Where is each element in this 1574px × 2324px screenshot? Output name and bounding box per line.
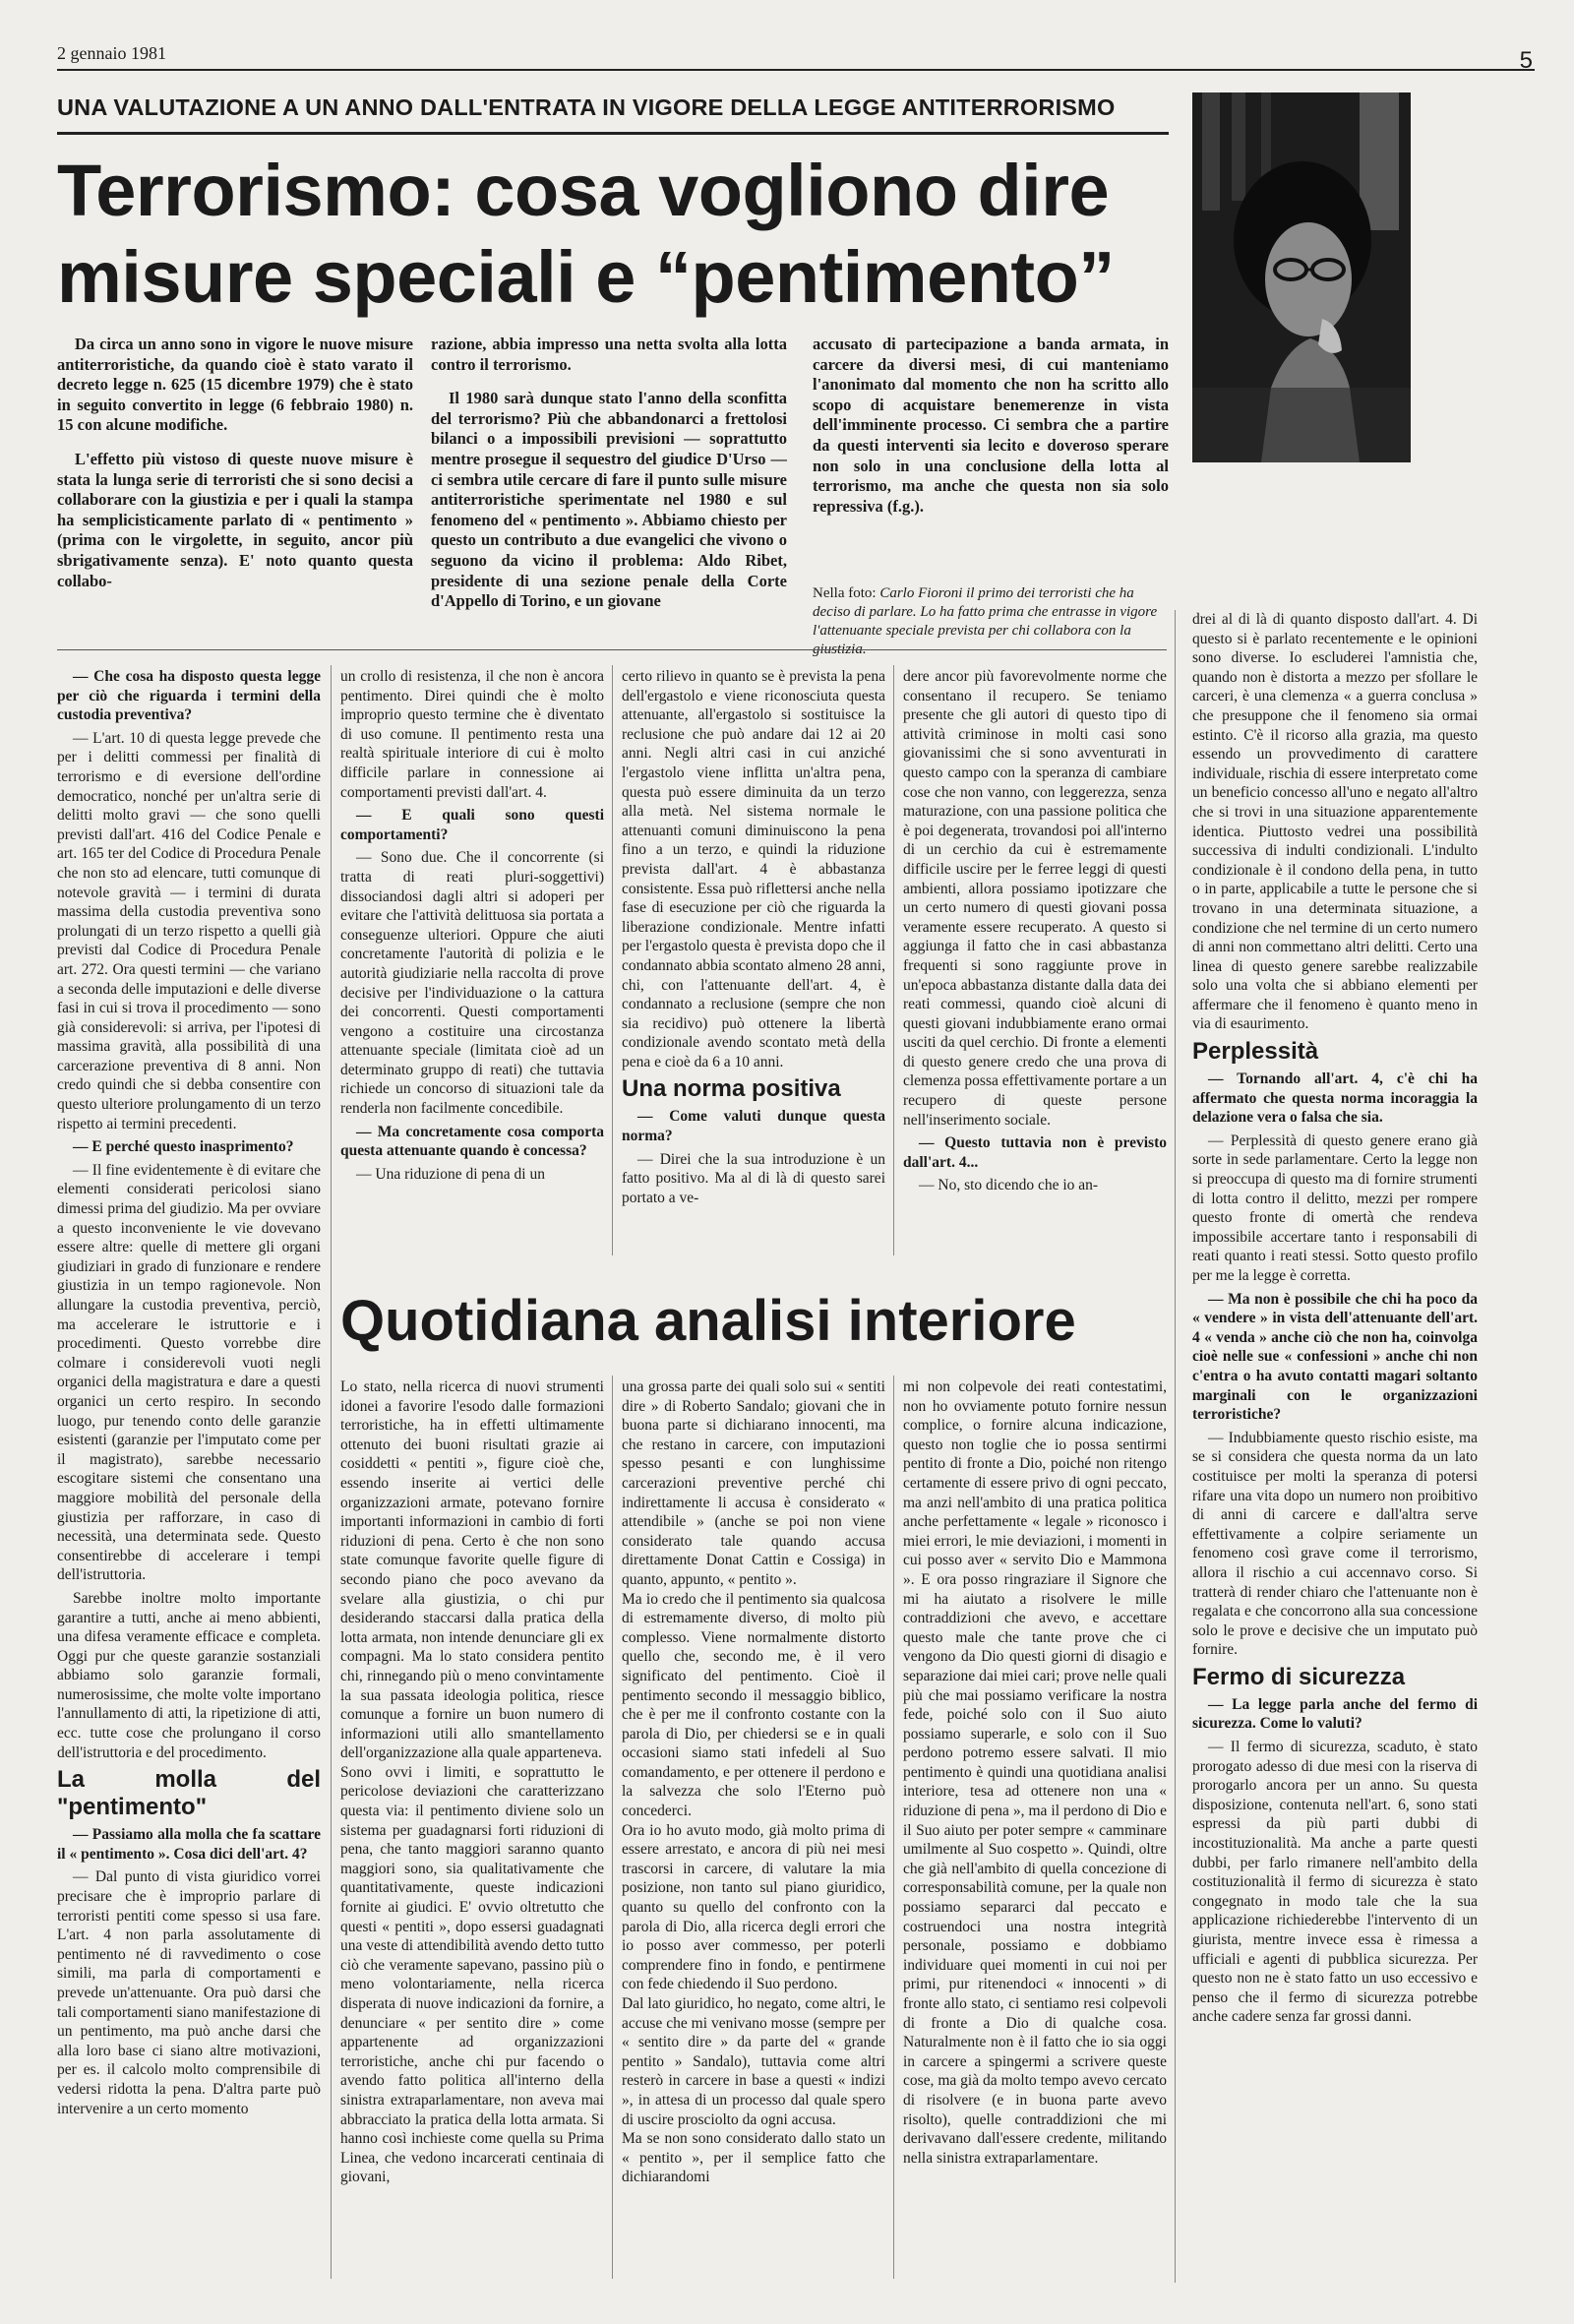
lead-column-1	[57, 335, 413, 640]
interview-question: — Passiamo alla molla che fa scattare il « pentimento ». Cosa dici dell'art. 4?	[57, 1826, 321, 1863]
interview-answer: certo rilievo in quanto se è prevista la pena dell'ergastolo e viene riconosciuta questa attenuante, all'ergastolo si sostituisce la reclusione che può andare dai 12 ai 20 anni. Negli altri casi in cui anziché l'ergastolo viene inflitta un'altra pena, questa può essere diminuita da un terzo alla metà. Nel sistema normale le attenuanti comuni diminuiscono la pena fino a un terzo, e quindi la riduzione prevista dall'art. 4 è abbastanza consistente. Essa può riflettersi anche nella fase di esecuzione per ciò che riguarda la liberazione condizionale. Mentre infatti per l'ergastolo questa è prevista dopo che il condannato abbia scontato almeno 28 anni, chi, con l'attenuante dell'art. 4, è condannato a reclusione (sempre che non sia recidivo) può ottenere la libertà condizionale avendo scontato metà della pena e cioè da 6 a 10 anni.	[622, 668, 885, 1070]
interview-answer: Sarebbe inoltre molto importante garantire a tutti, anche ai meno abbienti, una difesa veramente efficace e completa. Oggi pur che queste garanzie sostanziali abbiamo solo garanzie formali, numerosissime, che molte volte importano l'annullamento di atti, la ripetizione di atti, ecc. tutte cose che prolungano il corso dell'istruttoria e del procedimento.	[57, 1589, 321, 1761]
interview-question: — E quali sono questi comportamenti?	[340, 807, 604, 843]
interview-answer: dere ancor più favorevolmente norme che consentano il recupero. Se teniamo presente che gli autori di questo tipo di attività criminose in molti casi sono giovanissimi che si sono avventurati in questo campo con la speranza di cambiare cose che non vanno, con leggerezza, senza maturazione, con una passione politica che è poi degenerata, trovandosi poi all'interno di un cerchio da cui è estremamente difficile uscire per le ferree leggi di questi ambienti, allora possiamo ipotizzare che un certo numero di questi giovani possa veramente essere recuperato. A questo si aggiunga il fatto che in casi abbastanza frequenti si sono raggiunte prove in un'epoca abbastanza distante dalla data dei reati commessi, quando cioè alcuni di questi giovani indubbiamente erano ormai usciti da quel cerchio. Di fronte a elementi di questo genere credo che una prova di clemenza possa effettivamente portare a un recupero di queste persone nell'inserimento sociale.	[903, 668, 1167, 1129]
article-headline	[57, 148, 1188, 321]
interview-answer: — Il fermo di sicurezza, scaduto, è stato prorogato adesso di due mesi con la riserva di prorogarlo ancora per un anno. Su questa disposizione, contenuta nell'art. 6, sono stati espressi da più parti dubbi di incostituzionalità. Ma anche a parte questi dubbi, per farlo rimanere nell'ambito della costituzionalità il fermo di sicurezza è stato congegnato in modo tale che la sua applicazione richiederebbe l'intervento di un giurista, mentre invece essa è rimessa a ufficiali e agenti di pubblica sicurezza. Per questo non ne è stato fatto un uso eccessivo e penso che il fermo di sicurezza potrebbe anche cadere senza far grossi danni.	[1192, 1739, 1478, 2026]
interview-question: — Tornando all'art. 4, c'è chi ha affermato che questa norma incoraggia la delazione vera o falsa che sia.	[1192, 1070, 1478, 1127]
interview-answer: un crollo di resistenza, il che non è ancora pentimento. Direi quindi che è molto improprio questo termine che è diventato di uso comune. Il pentimento resta una realtà spirituale interiore di cui è molto difficile parlare in connessione ai comportamenti previsti dall'art. 4.	[340, 668, 604, 801]
interview-question: — Questo tuttavia non è previsto dall'art. 4...	[903, 1134, 1167, 1171]
lead-paragraph: Da circa un anno sono in vigore le nuove misure antiterroristiche, da quando cioè è stato varato il decreto legge n. 625 (15 dicembre 1979) che è stato in seguito convertito in legge (6 febbraio 1980) n. 15 con alcune modifiche.	[57, 335, 413, 435]
section-subheading: Una norma positiva	[622, 1075, 841, 1103]
article2-column-1: Lo stato, nella ricerca di nuovi strumenti idonei a favorire l'esodo dalle formazioni terroristiche, ha in effetti ultimamente ottenuto dei buoni risultati grazie ai cosiddetti « pentiti », figure cioè che, essendo inserite ai vertici delle organizzazioni armate, potevano fornire importanti informazioni in cambio di forti riduzioni di pena. Certo è che non sono state comunque favorite quelle figure di secondo piano che poco avevano da svelare alla giustizia, o chi pur desiderando staccarsi dalla pratica della lotta armata, non intende denunciare gli ex compagni. Ma lo stato considera pentito chi, rinnegando più o meno convintamente la sua passata ideologia politica, riesce comunque a fornire un buon numero di informazioni utili allo smantellamento dell'organizzazione alla quale apparteneva. Sono ovvi i limiti, e soprattutto le pericolose deviazioni che caratterizzano questa via: il pentimento diviene solo un sistema per guadagnarsi forti riduzioni di pena, che tanto maggiori saranno quanto maggiori sono, sia qualitativamente che quantitativamente, queste indicazioni fornite ai giudici. E' ovvio oltretutto che questi « pentiti », dopo essersi guadagnati una veste di attendibilità avendo detto tutto ciò che veramente sapevano, passino più o meno volontariamente, nella ricerca disperata di nuove indicazioni da fornire, a denunciare « per sentito dire » come appartenente ad organizzazioni terroristiche, anche chi pur facendo o avendo fatto politica all'interno della sinistra extraparlamentare, non aveva mai abbracciato la pratica della lotta armata. Si hanno così inchieste come quella su Prima Linea, che vedono incarcerati centinaia di giovani,	[340, 1378, 604, 2186]
interview-question: — Come valuti dunque questa norma?	[622, 1108, 885, 1145]
body-column-1	[57, 667, 321, 2291]
headline-line-2: misure speciali e “pentimento”	[57, 236, 1115, 318]
section-subheading: La molla del "pentimento"	[57, 1766, 321, 1821]
body-column-5	[1192, 610, 1478, 2293]
lead-column-3	[813, 335, 1169, 581]
interview-answer: — Perplessità di questo genere erano già sorte in sede parlamentare. Certo la legge non si preoccupa di questo ma di fornire strumenti di lotta contro il delitto, mezzi per rompere questo fronte di omertà che rendeva impossibile accertare tanto i responsabili di reati quanto i reati stessi. Sotto questo profilo per me la legge è corretta.	[1192, 1131, 1478, 1284]
interview-answer: — Direi che la sua introduzione è un fatto positivo. Ma al di là di questo sarei portato a ve-	[622, 1150, 885, 1206]
article2-column-2: una grossa parte dei quali solo sui « sentiti dire » di Roberto Sandalo; giovani che in buona parte si dichiarano innocenti, ma che restano in carcere, con imputazioni spesso pesanti e con lunghissime carcerazioni preventive perché chi indirettamente li accusa è considerato « attendibile » (anche se poi non viene considerato tale quando accusa direttamente Donat Cattin e Cossiga) in quanto, appunto, « pentito ». Ma io credo che il pentimento sia qualcosa di estremamente diverso, di molto più complesso. Viene normalmente distorto quello che, secondo me, è il vero significato del pentimento. Cioè il pentimento secondo il messaggio biblico, che è per me il confronto costante con la parola di Dio, per chiedersi se e in quali occasioni siamo stati infedeli al Suo comandamento, e per ottenere il perdono e la salvezza che solo l'Eterno può concederci. Ora io ho avuto modo, già molto prima di essere arrestato, e ancora di più nei mesi trascorsi in carcere, di valutare la mia posizione, non tanto sul piano giuridico, quanto su quello del confronto con la parola di Dio, alla ricerca degli errori che io posso aver commesso, per poterli comprendere fino in fondo, e pentirmene con fede chiedendo il Suo perdono. Dal lato giuridico, ho negato, come altri, le accuse che mi venivano mosse (sempre per « sentito dire » da parte del « grande pentito » Sandalo), tuttavia come altri resterò in carcere in base a questi « indizi », in attesa di un processo dal quale spero di uscire prosciolto da ogni accusa. Ma se non sono considerato dallo stato un « pentito », per il semplice fatto che dichiarandomi	[622, 1378, 885, 2186]
interview-answer: — Indubbiamente questo rischio esiste, ma se si considera che questa norma da un lato costituisce per molti la speranza di potersi rifare una vita dopo un numero non proibitivo di anni di carcere e dall'altra serve effettivamente a colpire seriamente un fenomeno così grave come il terrorismo, allora il rischio a cui accennavo corso. Si tratterà di render chiaro che l'attenuante non è regalata e che concorrono alla sua concessione solo le prove e decisive che un imputato può fornire.	[1192, 1429, 1478, 1659]
caption-prefix: Nella foto:	[813, 585, 877, 601]
body-column-3	[622, 667, 885, 1257]
lead-paragraph: Il 1980 sarà dunque stato l'anno della sconfitta del terrorismo? Più che abbandonarci a frettolosi bilanci o a impossibili previsioni — soprattutto mentre prosegue il sequestro del giudice D'Urso — ci sembra utile cercare di fare il punto sulle misure antiterroristiche sperimentate nel 1980 e sul fenomeno del « pentimento ». Abbiamo chiesto per questo un contributo a due evangelici che vivono o seguono da vicino il problema: Aldo Ribet, presidente di una sezione penale della Corte d'Appello di Torino, e un giovane	[431, 389, 787, 611]
lead-paragraph: razione, abbia impresso una netta svolta alla lotta contro il terrorismo.	[431, 335, 787, 374]
interview-question: — Ma non è possibile che chi ha poco da « vendere » in vista dell'attenuante dell'art. 4 « venda » anche ciò che non ha, coinvolga cioè nelle sue « confessioni » anche chi non c'entra o ha avuto contatti magari soltanto marginali con le organizzazioni terroristiche?	[1192, 1290, 1478, 1424]
column-divider	[612, 665, 613, 1255]
lead-column-2	[431, 335, 787, 640]
photo-caption	[813, 584, 1167, 659]
kicker-rule	[57, 132, 1169, 135]
section-subheading: Fermo di sicurezza	[1192, 1663, 1406, 1690]
body-column-4	[903, 667, 1167, 1257]
interview-answer: — L'art. 10 di questa legge prevede che per i delitti commessi per finalità di terrorismo e di eversione dell'ordine democratico, nonché per un'altra serie di delitti molto gravi — che sono quelli previsti dall'art. 416 del Codice Penale e art. 165 ter del Codice di Procedura Penale che non sto ad elencare, tutti comunque di notevole gravità — i termini di durata massima della custodia preventiva sono prolungati di un terzo rispetto a quelli già previsti dal Codice di Procedura Penale art. 272. Ora questi termini — che variano a seconda delle imputazioni e delle diverse fasi in cui si trova il procedimento — sono già considerevoli: si arriva, per l'ipotesi di massima gravità, alla possibilità di una carcerazione preventiva di 8 anni. Non credo quindi che si debba consentire con questo ulteriore prolungamento di un terzo rispetto ai termini precedenti.	[57, 729, 321, 1132]
section-subheading: Perplessità	[1192, 1038, 1319, 1066]
interview-answer: — Il fine evidentemente è di evitare che elementi considerati pericolosi siano dimessi prima del giudizio. Ma per ovviare a questo inconveniente le vie dovevano essere altre: quelle di mettere gli organi giudiziari in grado di funzionare e rendere giustizia in un tempo ragionevole. Non allungare la custodia preventiva, perciò, ma accelerare le istruttorie e i procedimenti. Questo vorrebbe dire colmare i considerevoli vuoti negli organici della magistratura e dare a questi organici un certo respiro. In secondo luogo, pur tenendo conto delle garanzie esistenti (garanzie per l'imputato come per il magistrato), sarebbe necessario escogitare sistemi che consentano una maggiore mobilità del personale della giustizia per rafforzare, in caso di necessità, una determinata sede. Questo consentirebbe di accelerare i tempi dell'istruttoria.	[57, 1161, 321, 1584]
column-divider	[1175, 610, 1176, 2283]
headline-line-1: Terrorismo: cosa vogliono dire	[57, 150, 1110, 231]
column-divider	[893, 1376, 894, 2279]
interview-answer: — Sono due. Che il concorrente (si tratta di reati pluri-soggettivi) dissociandosi dagli altri si adoperi per evitare che l'attività delittuosa sia portata a conseguenze ulteriori. Oppure che aiuti concretamente l'autorità di polizia e le autorità giudiziarie nella raccolta di prove decisive per l'individuazione o la cattura dei concorrenti. Questi comportamenti vengono a costituire una circostanza attenuante speciale (limitata cioè ad un determinato gruppo di reati) che tuttavia richiede un concorso di situazioni tale da renderla non facilmente concedibile.	[340, 849, 604, 1118]
lead-divider	[57, 649, 1167, 650]
article2-headline: Quotidiana analisi interiore	[340, 1289, 1076, 1353]
interview-question: — E perché questo inasprimento?	[73, 1138, 294, 1156]
article-photo	[1192, 92, 1411, 462]
lead-paragraph: accusato di partecipazione a banda armata, in carcere da diversi mesi, di cui manteniamo l'anonimato dal momento che non ha scritto allo scopo di acquistare benemerenze in vista dell'imminente processo. Ci sembra che a partire da questi interventi sia lecito e doveroso sperare non solo in una conclusione della lotta al terrorismo, ma anche che questa non sia solo repressiva (f.g.).	[813, 335, 1169, 516]
interview-answer: — Dal punto di vista giuridico vorrei precisare che è improprio parlare di terroristi pentiti come spesso si usa fare. L'art. 4 non parla assolutamente di pentimento né di ravvedimento o cose simili, ma parla di comportamenti e prevede un'attenuante. Ora può darsi che tali comportamenti siano manifestazione di un pentimento, ma può anche darsi che alla loro base ci siano altre motivazioni, per es. il calcolo molto comprensibile di vedersi ridotta la pena. D'altra parte può intervenire a un certo momento	[57, 1868, 321, 2117]
lead-paragraph: L'effetto più vistoso di queste nuove misure è stata la lunga serie di terroristi che si sono decisi a collaborare con la giustizia e per i quali la stampa ha semplicisticamente parlato di « pentimento » (prima con le virgolette, in seguito, ancor più sbrigativamente senza). E' noto quanto questa collabo-	[57, 449, 413, 590]
column-divider	[612, 1376, 613, 2279]
interview-question: — Che cosa ha disposto questa legge per ciò che riguarda i termini della custodia preventiva?	[57, 668, 321, 724]
interview-answer: — No, sto dicendo che io an-	[919, 1177, 1099, 1194]
caption-text: Carlo Fioroni il primo dei terroristi che ha deciso di parlare. Lo ha fatto prima che entrasse in vigore l'attenuante speciale prevista per chi collabora con la giustizia.	[813, 585, 1158, 657]
issue-date: 2 gennaio 1981	[57, 43, 166, 63]
article-kicker: UNA VALUTAZIONE A UN ANNO DALL'ENTRATA IN VIGORE DELLA LEGGE ANTITERRORISMO	[57, 94, 1116, 120]
article2-column-3: mi non colpevole dei reati contestatimi, non ho ovviamente potuto fornire nessun complice, o fornire alcuna indicazione, questo non toglie che io possa sentirmi pentito di fronte a Dio, poiché non ritengo certamente di essere privo di ogni peccato, ma anzi nell'ambito di una pratica politica anche perfettamente « legale » riconosco i miei errori, le mie deviazioni, i momenti in cui posso aver « servito Dio e Mammona ». E ora posso ringraziare il Signore che mi ha aiutato a risolvere le mille contraddizioni che avevo, e accettare questo male che tante prove che ci vengono da Dio questi giorni di disagio e separazione dai miei cari; prove nelle quali più che mai possiamo verificare la nostra fede, poiché solo con il Suo aiuto possiamo superarle, e solo con il Suo perdono potremo essere salvati. Il mio pentimento è quindi una quotidiana analisi interiore, tesa ad ottenere non una « riduzione di pena », ma il perdono di Dio e il Suo aiuto per poter sempre « camminare umilmente al Suo cospetto ». Quindi, oltre che già nell'ambito di quella concezione di corresponsabilità comune, per la quale non possiamo separarci dal peccato e costruendoci una nostra integrità personale, possiamo e dobbiamo individuare quei momenti in cui noi per primi, pur ritenendoci « innocenti » di fronte allo stato, ci sentiamo resi colpevoli di fronte a Dio di qualche cosa. Naturalmente non è il fatto che io sia oggi in carcere a spingermi a scrivere queste cose, ma già da molto tempo avevo cercato di risolvere (e in buona parte avevo risolto), quelle contraddizioni che mi derivavano dall'essere credente, militando nella sinistra extraparlamentare.	[903, 1378, 1167, 2167]
interview-question: — Ma concretamente cosa comporta questa attenuante quando è concessa?	[340, 1123, 604, 1160]
interview-answer: — Una riduzione di pena di un	[356, 1165, 545, 1183]
column-divider	[331, 665, 332, 2279]
interview-answer: drei al di là di quanto disposto dall'art. 4. Di questo si è parlato recentemente e le opinioni sono diverse. Io escluderei l'amnistia che, quando non è distorta a mezzo per sfollare le carceri, è una clemenza « a guerra conclusa » che presuppone che il fenomeno sia ormai estinto. C'è il ricorso alla grazia, ma questo essendo un provvedimento di carattere individuale, rischia di essere interpretato come un beneficio concesso all'uno e negato all'altro che si trovi in una situazione apparentemente identica. Piuttosto vedrei una possibilità successiva di indulti condizionali. L'indulto condizionale è il condono della pena, in tutto o in parte, applicabile a tutte le persone che si trovano in una determinata situazione, a condizione che nel termine di un certo numero di anni non commettano altri delitti. Certo una linea di questo genere sarebbe realizzabile solo una volta che si abbiano elementi per affermare che il fenomeno è quanto meno in via di esaurimento.	[1192, 611, 1478, 1033]
column-divider	[893, 665, 894, 1255]
body-column-2	[340, 667, 604, 1257]
page-number: 5	[1519, 47, 1533, 74]
interview-question: — La legge parla anche del fermo di sicurezza. Come lo valuti?	[1192, 1695, 1478, 1733]
header-rule	[57, 69, 1535, 71]
